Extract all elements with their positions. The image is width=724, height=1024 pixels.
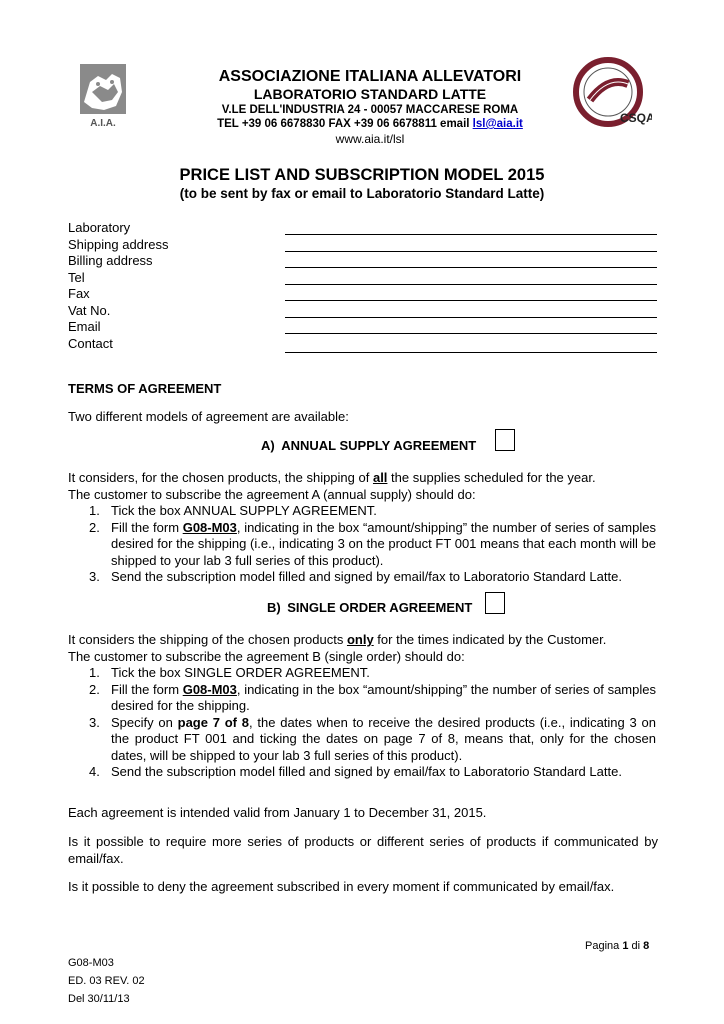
field-label-laboratory: Laboratory: [68, 220, 131, 235]
document-subtitle: (to be sent by fax or email to Laboratorio Standard Latte): [179, 186, 545, 201]
field-label-email: Email: [68, 319, 101, 334]
validity-note: Each agreement is intended valid from January 1 to December 31, 2015.: [68, 805, 487, 820]
agreement-b-considers: [68, 632, 658, 649]
agreement-a-step: 3. Send the subscription model filled and signed by email/fax to Laboratorio Standard Latte.: [89, 569, 622, 584]
footer-form-code: G08-M03: [68, 957, 114, 969]
footer-date: Del 30/11/13: [68, 993, 130, 1005]
field-line-fax[interactable]: [285, 300, 657, 301]
field-line-tel[interactable]: [285, 284, 657, 285]
terms-heading: TERMS OF AGREEMENT: [68, 381, 222, 396]
page-reference: page 7 of 8: [177, 714, 249, 730]
agreement-a-heading: A) ANNUAL SUPPLY AGREEMENT: [261, 438, 477, 453]
document-title: PRICE LIST AND SUBSCRIPTION MODEL 2015: [179, 166, 545, 184]
field-label-tel: Tel: [68, 269, 85, 285]
agreement-b-customer: The customer to subscribe the agreement B (single order) should do:: [68, 648, 465, 664]
email-link[interactable]: lsl@aia.it: [472, 118, 523, 130]
agreement-a-considers: [68, 470, 658, 487]
deny-agreement-note: Is it possible to deny the agreement subscribed in every moment if communicated by email/fax.: [68, 879, 615, 894]
field-line-shipping-address[interactable]: [285, 251, 657, 252]
agreement-b-steps: [68, 665, 656, 781]
lab-contacts: [140, 118, 600, 130]
association-name: ASSOCIAZIONE ITALIANA ALLEVATORI: [218, 68, 522, 85]
agreement-b-step: 1. Tick the box SINGLE ORDER AGREEMENT.: [89, 665, 370, 680]
csqa-logo-text: CSQA: [620, 111, 652, 125]
agreement-a-considers-emphasis: all: [372, 470, 388, 485]
lab-address: V.LE DELL'INDUSTRIA 24 - 00057 MACCARESE ROMA: [221, 104, 519, 116]
agreement-a-step: 2. Fill the form G08-M03, indicating in the box “amount/shipping” the number of series of samples desired for the shipping (i.e., indicating 3 on the product FT 001 means that each month will be shipped to your lab 3 full series of this product).: [89, 519, 656, 568]
agreement-b-considers-post: for the times indicated by the Customer.: [373, 632, 607, 647]
aia-logo: [78, 62, 128, 130]
terms-intro: Two different models of agreement are available:: [68, 409, 349, 424]
aia-logo-text: A.I.A.: [90, 118, 116, 129]
agreement-a-steps: [68, 503, 656, 586]
agreement-b-considers-pre: It considers the shipping of the chosen products: [68, 632, 347, 647]
field-label-fax: Fax: [68, 286, 90, 301]
single-order-checkbox[interactable]: [485, 592, 505, 614]
agreement-a-considers-post: the supplies scheduled for the year.: [387, 470, 596, 485]
contacts-text: TEL +39 06 6678830 FAX +39 06 6678811 email: [217, 118, 473, 130]
csqa-certification-logo: [572, 56, 652, 134]
field-label-vat: Vat No.: [68, 302, 111, 318]
agreement-b-step: 4. Send the subscription model filled and signed by email/fax to Laboratorio Standard Latte.: [89, 764, 622, 779]
annual-supply-checkbox[interactable]: [495, 429, 515, 451]
agreement-a-considers-pre: It considers, for the chosen products, the shipping of: [68, 470, 373, 485]
field-label-contact: Contact: [68, 335, 113, 351]
agreement-a-step: 1. Tick the box ANNUAL SUPPLY AGREEMENT.: [89, 503, 377, 518]
more-series-note: Is it possible to require more series of products or different series of products if communicated by email/fax.: [68, 834, 658, 866]
agreement-b-step: 2. Fill the form G08-M03, indicating in the box “amount/shipping” the number of series of samples desired for the shipping.: [89, 681, 656, 713]
agreement-b-considers-emphasis: only: [346, 632, 374, 647]
field-label-billing-address: Billing address: [68, 253, 153, 268]
agreement-b-heading: B) SINGLE ORDER AGREEMENT: [267, 600, 473, 615]
website: www.aia.it/lsl: [335, 132, 405, 146]
page-total: 8: [643, 940, 650, 952]
lab-name: LABORATORIO STANDARD LATTE: [253, 86, 487, 102]
field-line-contact[interactable]: [285, 352, 657, 353]
agreement-a-customer: The customer to subscribe the agreement A (annual supply) should do:: [68, 486, 476, 502]
field-line-billing-address[interactable]: [285, 267, 657, 268]
page-number: Pagina 1 di 8: [585, 940, 650, 952]
page-current: 1: [622, 940, 629, 952]
footer-edition: ED. 03 REV. 02: [68, 975, 145, 987]
form-code: G08-M03: [182, 519, 237, 535]
form-code: G08-M03: [182, 681, 237, 697]
agreement-b-step: 3. Specify on page 7 of 8, the dates when to receive the desired products (i.e., indicating 3 on the product FT 001 and ticking the dates on page 7 of 8, means that, only for the chosen dates, will be shipped to your lab 3 full series of this product).: [89, 714, 656, 763]
field-line-email[interactable]: [285, 333, 657, 334]
field-line-laboratory[interactable]: [285, 234, 657, 235]
field-label-shipping-address: Shipping address: [68, 236, 169, 252]
field-line-vat[interactable]: [285, 317, 657, 318]
